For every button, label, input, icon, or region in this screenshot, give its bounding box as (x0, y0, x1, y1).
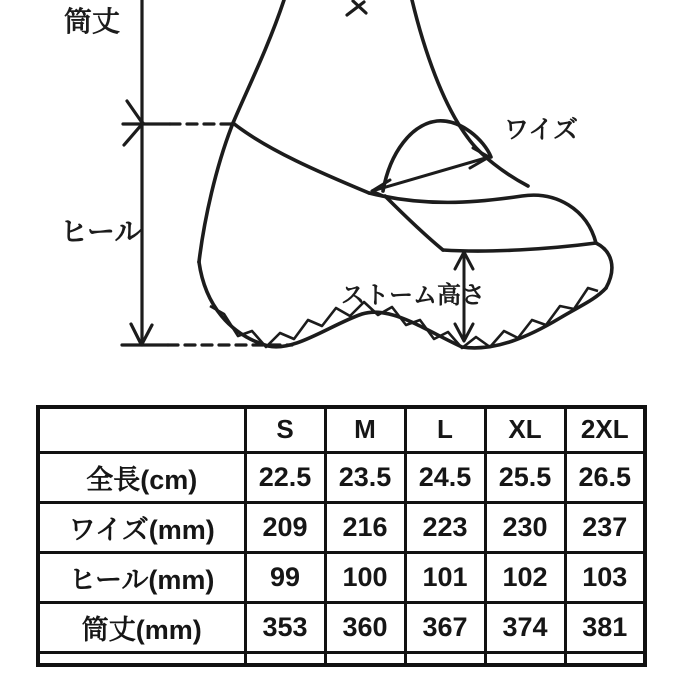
boot-side-seam (385, 196, 443, 250)
cell-tube-length-l: 367 (405, 602, 485, 652)
cell-wise-2xl: 237 (565, 502, 645, 552)
header-cell-l: L (405, 407, 485, 452)
row-tube-length (38, 602, 645, 652)
cell-tube-length-m: 360 (325, 602, 405, 652)
cell-heel-l: 101 (405, 552, 485, 602)
header-cell-m: M (325, 407, 405, 452)
heel-label: ヒール (60, 216, 143, 247)
row-label-total-length: 全長(cm) (38, 452, 245, 502)
partial-cell (485, 652, 565, 665)
partial-cell (245, 652, 325, 665)
cell-tube-length-xl: 374 (485, 602, 565, 652)
cell-total-length-m: 23.5 (325, 452, 405, 502)
row-label-tube-length: 筒丈(mm) (38, 602, 245, 652)
header-cell-s: S (245, 407, 325, 452)
partial-cell (405, 652, 485, 665)
boot-toe-line (369, 193, 596, 243)
cell-total-length-2xl: 26.5 (565, 452, 645, 502)
tube-top-partial-arrow (347, 1, 366, 15)
row-label-heel: ヒール(mm) (38, 552, 245, 602)
tube-length-label: 筒丈 (64, 6, 121, 37)
wise-arrow-line (372, 157, 489, 191)
dimension-lines (122, 0, 366, 345)
cell-wise-l: 223 (405, 502, 485, 552)
boot-front-edge (412, 0, 528, 186)
cell-wise-s: 209 (245, 502, 325, 552)
cell-total-length-l: 24.5 (405, 452, 485, 502)
row-heel (38, 552, 645, 602)
cell-total-length-s: 22.5 (245, 452, 325, 502)
wise-label: ワイズ (504, 116, 579, 144)
size-table-header-row (38, 407, 645, 452)
row-wise (38, 502, 645, 552)
instep-arch (383, 121, 491, 191)
header-cell-blank (38, 407, 245, 452)
cell-tube-length-2xl: 381 (565, 602, 645, 652)
cell-heel-m: 100 (325, 552, 405, 602)
boot-vamp-line (233, 123, 369, 193)
size-chart-table (36, 405, 647, 667)
cell-heel-xl: 102 (485, 552, 565, 602)
header-cell-xl: XL (485, 407, 565, 452)
row-total-length (38, 452, 645, 502)
cell-heel-s: 99 (245, 552, 325, 602)
partial-cell (325, 652, 405, 665)
partial-cell (565, 652, 645, 665)
platform-top-edge (443, 243, 596, 251)
platform-front-edge (596, 243, 612, 288)
cell-wise-m: 216 (325, 502, 405, 552)
cell-total-length-xl: 25.5 (485, 452, 565, 502)
storm-height-label: ストーム高さ (341, 282, 485, 309)
wise-arrow (372, 148, 489, 198)
cell-heel-2xl: 103 (565, 552, 645, 602)
partial-cell (38, 652, 245, 665)
cell-wise-xl: 230 (485, 502, 565, 552)
cell-tube-length-s: 353 (245, 602, 325, 652)
mid-arrow-lower-stroke (124, 123, 143, 145)
row-partial-cutoff (38, 652, 645, 665)
row-label-wise: ワイズ(mm) (38, 502, 245, 552)
header-cell-2xl: 2XL (565, 407, 645, 452)
